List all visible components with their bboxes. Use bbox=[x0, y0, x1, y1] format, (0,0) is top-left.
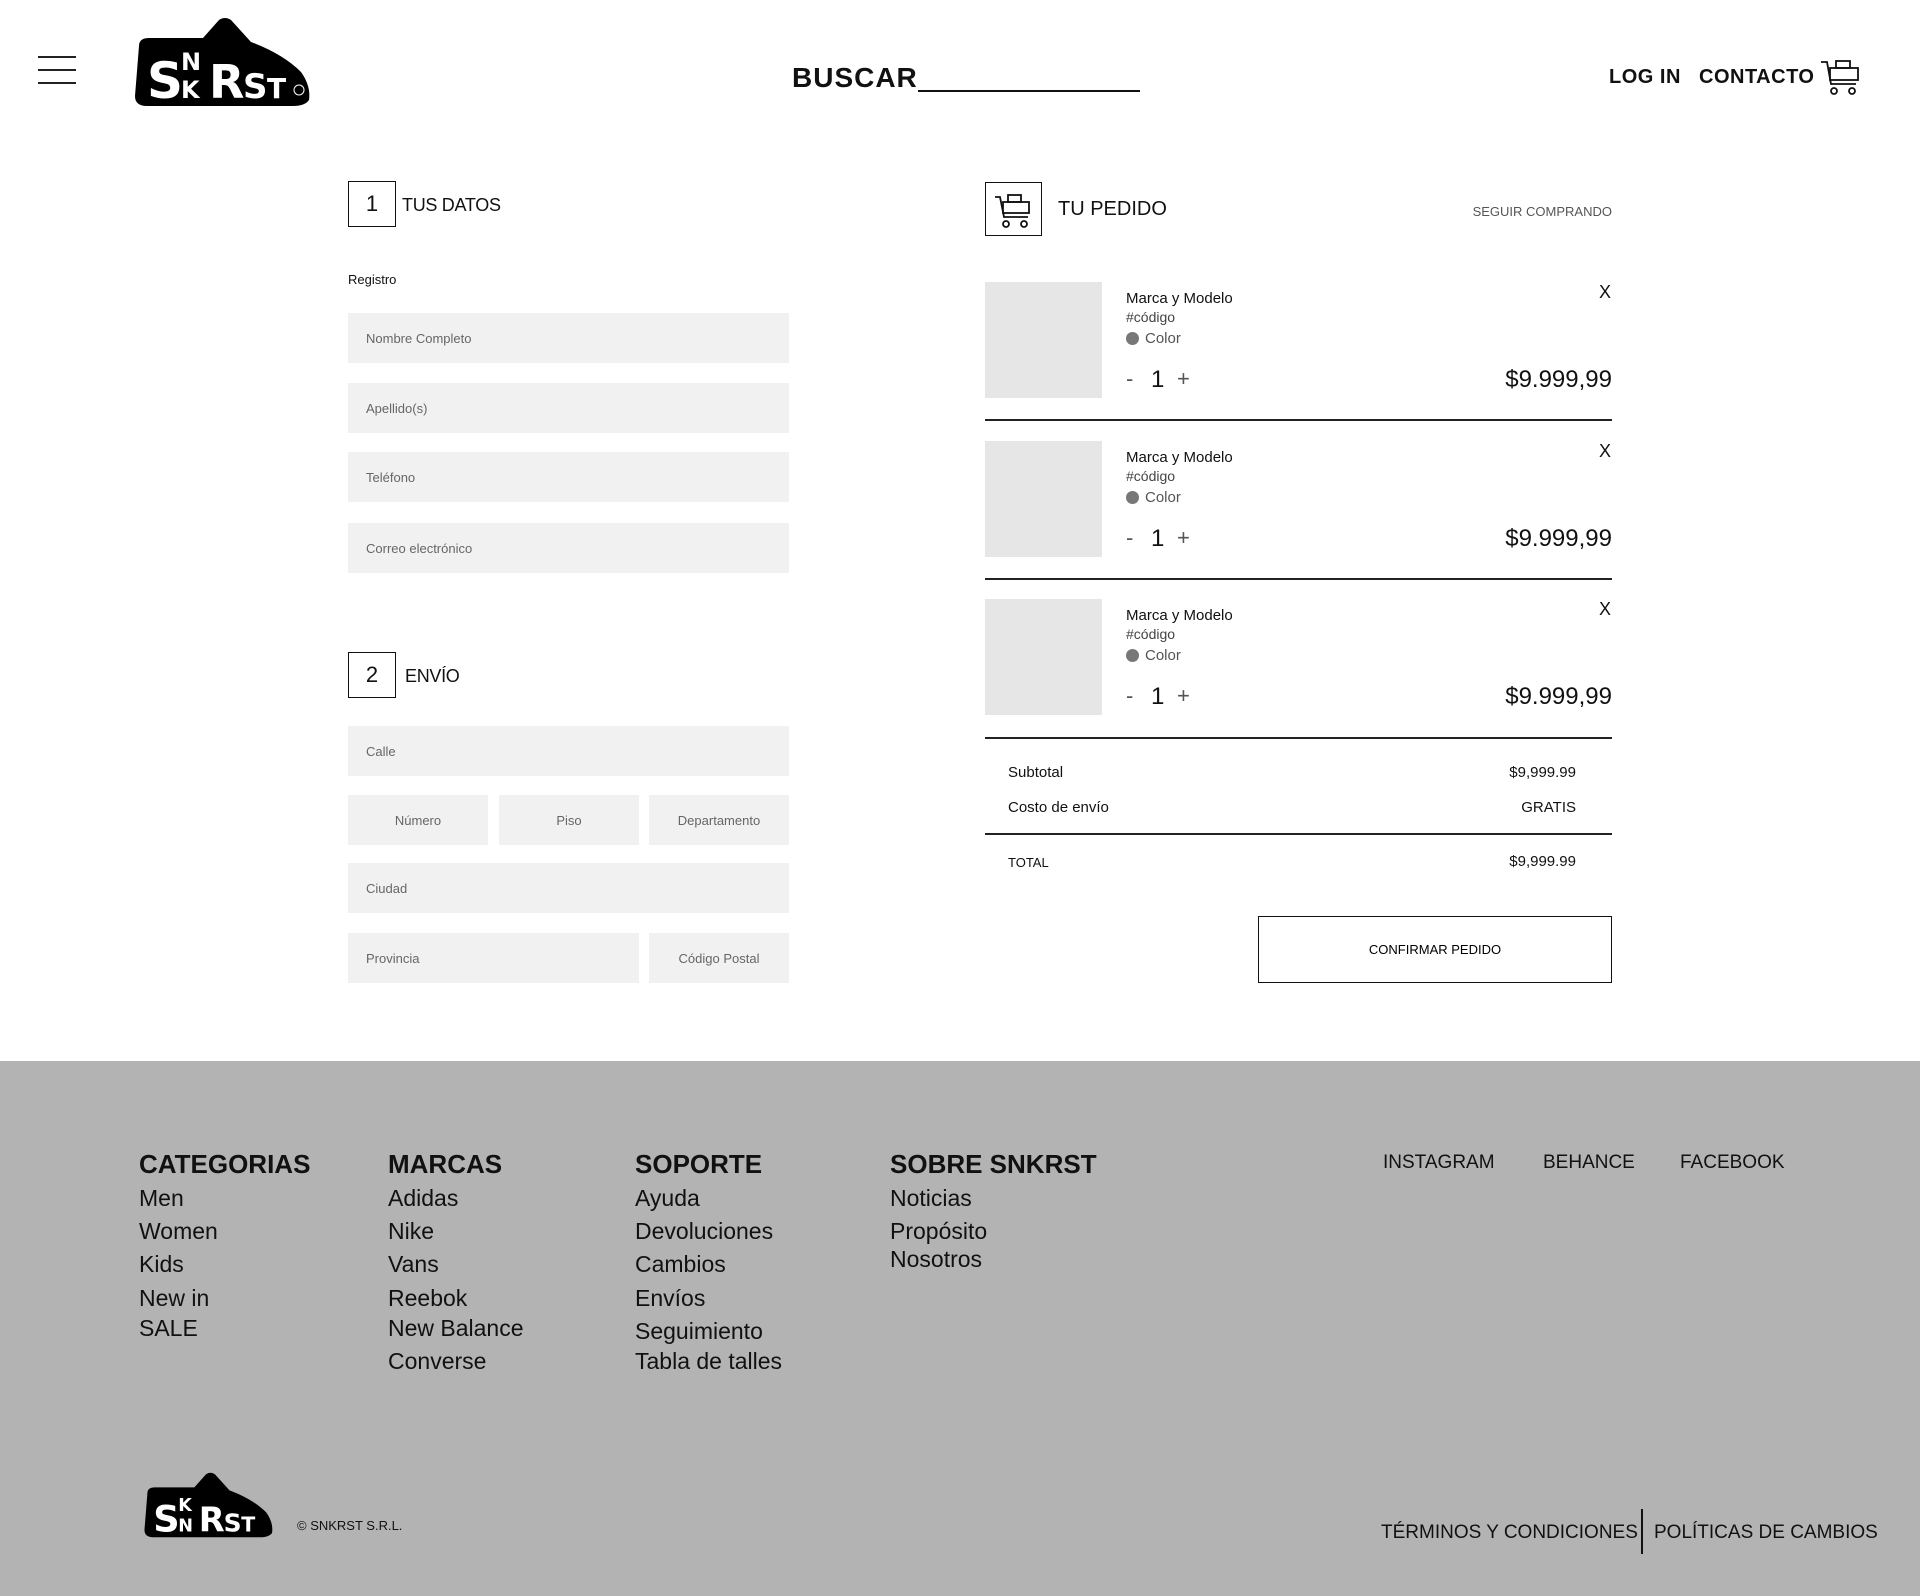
product-price: $9.999,99 bbox=[1505, 525, 1612, 552]
color-label: Color bbox=[1145, 647, 1181, 664]
product-color bbox=[1126, 330, 1181, 347]
total-value: $9,999.99 bbox=[1509, 853, 1576, 870]
qty-increase-button[interactable]: + bbox=[1177, 525, 1190, 550]
footer-link[interactable]: Ayuda bbox=[635, 1185, 700, 1211]
svg-text:R: R bbox=[209, 55, 245, 108]
floor-field[interactable] bbox=[499, 795, 639, 845]
footer-link[interactable]: Nike bbox=[388, 1218, 435, 1244]
svg-text:S: S bbox=[153, 1497, 180, 1539]
step-2-title: ENVÍO bbox=[405, 666, 460, 686]
product-code: #código bbox=[1126, 468, 1176, 484]
footer-link[interactable]: Kids bbox=[139, 1251, 184, 1277]
color-dot bbox=[1126, 491, 1139, 504]
qty-increase-button[interactable]: + bbox=[1177, 366, 1190, 391]
snkrst-logo[interactable] bbox=[133, 16, 313, 108]
footer-link[interactable]: Converse bbox=[388, 1348, 487, 1374]
postal-code-field[interactable] bbox=[649, 933, 789, 983]
footer-link[interactable]: Vans bbox=[388, 1251, 439, 1277]
footer-column-brands bbox=[388, 1149, 524, 1374]
product-image bbox=[985, 599, 1102, 715]
footer-link[interactable]: Propósito bbox=[890, 1218, 988, 1244]
footer-link[interactable]: Men bbox=[139, 1185, 184, 1211]
subtotal-label: Subtotal bbox=[1008, 764, 1064, 781]
divider bbox=[985, 419, 1612, 421]
footer-link[interactable]: Nosotros bbox=[890, 1246, 983, 1272]
menu-icon[interactable] bbox=[38, 56, 76, 84]
contact-link[interactable]: CONTACTO bbox=[1699, 66, 1815, 88]
total-label: TOTAL bbox=[1008, 855, 1049, 870]
behance-link[interactable]: BEHANCE bbox=[1543, 1152, 1635, 1173]
product-name: Marca y Modelo bbox=[1126, 449, 1233, 466]
step-2-number: 2 bbox=[348, 652, 396, 698]
order-cart-icon-box bbox=[985, 182, 1042, 236]
product-color bbox=[1126, 489, 1181, 506]
divider bbox=[985, 737, 1612, 739]
registro-label: Registro bbox=[348, 272, 397, 287]
policies-link[interactable]: POLÍTICAS DE CAMBIOS bbox=[1654, 1522, 1878, 1543]
copyright: © SNKRST S.R.L. bbox=[297, 1518, 403, 1533]
divider bbox=[985, 578, 1612, 580]
product-color bbox=[1126, 647, 1181, 664]
svg-text:S: S bbox=[147, 52, 184, 108]
apartment-field[interactable] bbox=[649, 795, 789, 845]
cart-item bbox=[985, 599, 1612, 719]
footer-link[interactable]: Cambios bbox=[635, 1251, 726, 1277]
footer-logo[interactable] bbox=[143, 1471, 275, 1539]
footer-link[interactable]: Noticias bbox=[890, 1185, 972, 1211]
subtotal-value: $9,999.99 bbox=[1509, 764, 1576, 781]
full-name-field[interactable] bbox=[348, 313, 789, 363]
footer-link[interactable]: Adidas bbox=[388, 1185, 459, 1211]
cart-item bbox=[985, 282, 1612, 402]
svg-text:T: T bbox=[267, 72, 287, 105]
color-label: Color bbox=[1145, 489, 1181, 506]
order-cart-icon bbox=[986, 183, 1043, 237]
shipping-value: GRATIS bbox=[1521, 799, 1576, 816]
terms-link[interactable]: TÉRMINOS Y CONDICIONES bbox=[1381, 1522, 1638, 1543]
cart-icon[interactable] bbox=[1820, 58, 1862, 98]
facebook-link[interactable]: FACEBOOK bbox=[1680, 1152, 1785, 1173]
footer-link[interactable]: New Balance bbox=[388, 1315, 524, 1341]
footer-column-support bbox=[635, 1149, 783, 1374]
svg-text:S: S bbox=[223, 1508, 242, 1538]
footer-link[interactable]: Seguimiento bbox=[635, 1318, 763, 1344]
svg-text:N: N bbox=[178, 1516, 193, 1537]
footer-heading: CATEGORIAS bbox=[139, 1149, 311, 1179]
province-field[interactable] bbox=[348, 933, 639, 983]
product-image bbox=[985, 282, 1102, 398]
product-image bbox=[985, 441, 1102, 557]
footer-heading: SOBRE SNKRST bbox=[890, 1149, 1097, 1179]
order-title: TU PEDIDO bbox=[1058, 198, 1167, 220]
email-field[interactable] bbox=[348, 523, 789, 573]
step-1-number: 1 bbox=[348, 181, 396, 227]
footer-link[interactable]: SALE bbox=[139, 1315, 198, 1341]
qty-decrease-button[interactable]: - bbox=[1126, 683, 1134, 708]
footer-link[interactable]: Tabla de talles bbox=[635, 1348, 783, 1374]
footer-heading: SOPORTE bbox=[635, 1149, 763, 1179]
shipping-label: Costo de envío bbox=[1008, 799, 1109, 816]
step-1-title: TUS DATOS bbox=[402, 195, 501, 215]
svg-text:N: N bbox=[181, 48, 202, 76]
phone-field[interactable] bbox=[348, 452, 789, 502]
remove-item-button[interactable]: X bbox=[1599, 599, 1612, 619]
continue-shopping-link[interactable]: SEGUIR COMPRANDO bbox=[1472, 204, 1612, 219]
qty-decrease-button[interactable]: - bbox=[1126, 525, 1134, 550]
product-code: #código bbox=[1126, 626, 1176, 642]
color-label: Color bbox=[1145, 330, 1181, 347]
footer-link[interactable]: Reebok bbox=[388, 1285, 468, 1311]
search-input[interactable] bbox=[918, 60, 1140, 92]
color-dot bbox=[1126, 332, 1139, 345]
footer-column-about bbox=[890, 1149, 1097, 1272]
footer-column-categories bbox=[139, 1149, 311, 1341]
footer-link[interactable]: New in bbox=[139, 1285, 210, 1311]
footer-link[interactable]: Devoluciones bbox=[635, 1218, 774, 1244]
remove-item-button[interactable]: X bbox=[1599, 441, 1612, 461]
search-label: BUSCAR bbox=[792, 62, 918, 93]
footer-heading: MARCAS bbox=[388, 1149, 503, 1179]
color-dot bbox=[1126, 649, 1139, 662]
number-field[interactable] bbox=[348, 795, 488, 845]
lastname-field[interactable] bbox=[348, 383, 789, 433]
remove-item-button[interactable]: X bbox=[1599, 282, 1612, 302]
qty-value: 1 bbox=[1151, 366, 1165, 393]
product-price: $9.999,99 bbox=[1505, 366, 1612, 393]
city-field[interactable] bbox=[348, 863, 789, 913]
divider bbox=[985, 833, 1612, 835]
svg-text:R: R bbox=[198, 1500, 225, 1539]
qty-increase-button[interactable]: + bbox=[1177, 683, 1190, 708]
cart-item bbox=[985, 441, 1612, 561]
product-price: $9.999,99 bbox=[1505, 683, 1612, 710]
street-field[interactable] bbox=[348, 726, 789, 776]
legal-divider bbox=[1641, 1509, 1643, 1554]
footer-link[interactable]: Women bbox=[139, 1218, 218, 1244]
svg-text:K: K bbox=[181, 76, 200, 104]
product-name: Marca y Modelo bbox=[1126, 290, 1233, 307]
login-link[interactable]: LOG IN bbox=[1609, 66, 1681, 88]
qty-value: 1 bbox=[1151, 683, 1165, 710]
product-name: Marca y Modelo bbox=[1126, 607, 1233, 624]
product-code: #código bbox=[1126, 309, 1176, 325]
footer bbox=[0, 1061, 1920, 1596]
svg-text:K: K bbox=[178, 1495, 192, 1516]
footer-link[interactable]: Envíos bbox=[635, 1285, 706, 1311]
instagram-link[interactable]: INSTAGRAM bbox=[1383, 1152, 1495, 1173]
svg-text:T: T bbox=[241, 1512, 256, 1537]
qty-decrease-button[interactable]: - bbox=[1126, 366, 1134, 391]
confirm-order-button[interactable]: CONFIRMAR PEDIDO bbox=[1258, 916, 1612, 983]
qty-value: 1 bbox=[1151, 525, 1165, 552]
svg-text:S: S bbox=[243, 67, 268, 107]
